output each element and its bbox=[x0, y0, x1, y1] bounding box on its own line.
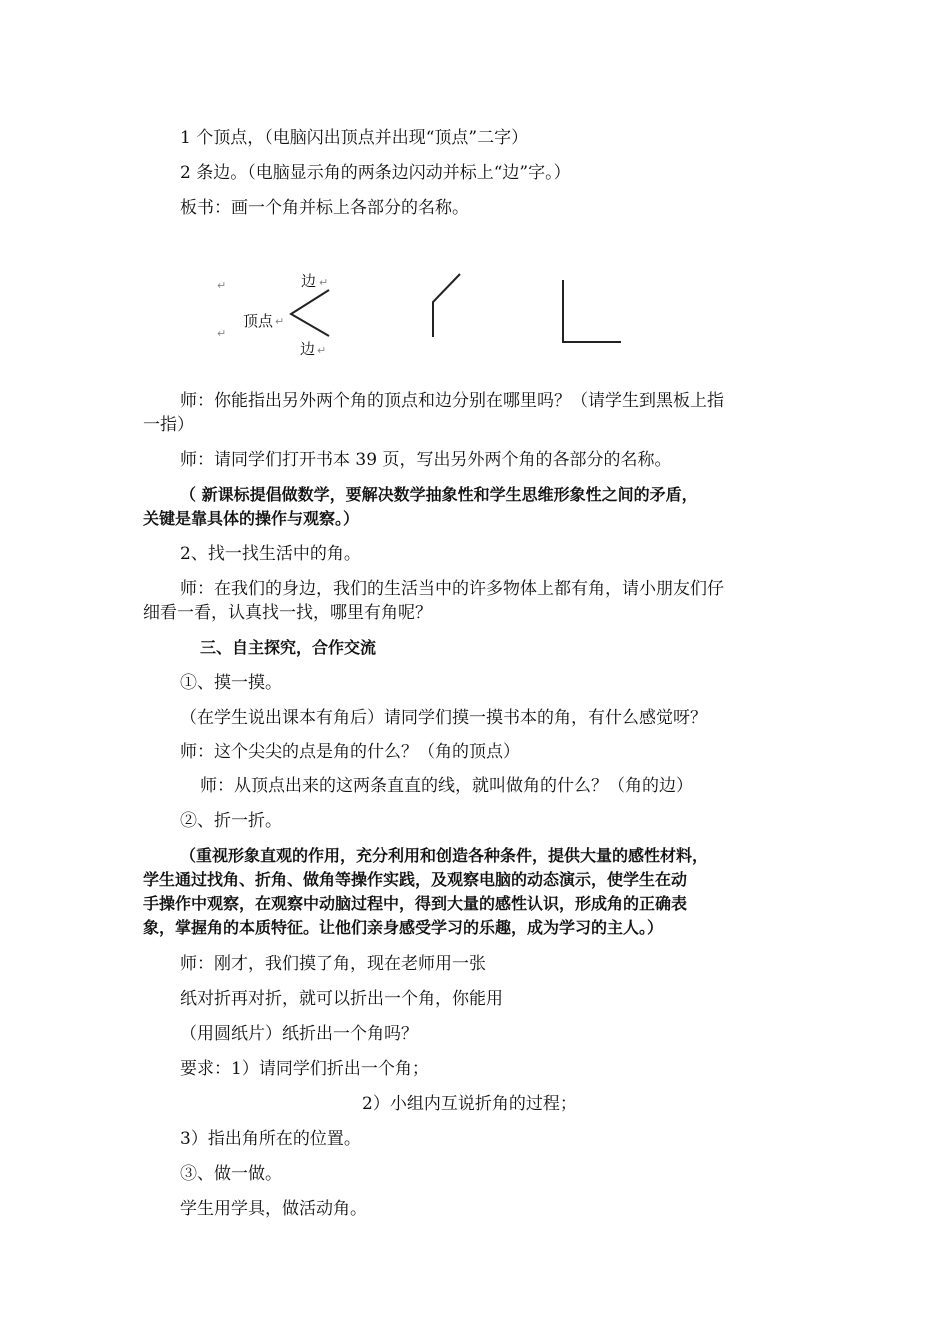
text-line: 2）小组内互说折角的过程； bbox=[362, 1094, 577, 1114]
text-line: 师：在我们的身边，我们的生活当中的许多物体上都有角，请小朋友们仔 bbox=[180, 579, 724, 599]
edge-label-bottom: 边 bbox=[300, 340, 316, 358]
edge-label-top: 边 bbox=[301, 272, 317, 290]
note-line: 关键是靠具体的操作与观察。） bbox=[143, 509, 360, 528]
obtuse-angle bbox=[433, 274, 460, 337]
labeled-angle bbox=[291, 290, 329, 336]
paragraph-mark: ↵ bbox=[275, 315, 285, 328]
text-line: 板书：画一个角并标上各部分的名称。 bbox=[180, 198, 469, 218]
note-line: 象，掌握角的本质特征。让他们亲身感受学习的乐趣，成为学习的主人。） bbox=[143, 918, 664, 937]
vertex-label: 顶点 bbox=[243, 312, 274, 330]
text-line: 细看一看，认真找一找，哪里有角呢？ bbox=[143, 603, 432, 623]
note-line: （重视形象直观的作用，充分利用和创造各种条件，提供大量的感性材料， bbox=[180, 846, 709, 865]
text-line: （用圆纸片）纸折出一个角吗？ bbox=[180, 1024, 418, 1044]
paragraph-mark: ↵ bbox=[317, 344, 327, 357]
note-line: （ 新课标提倡做数学，要解决数学抽象性和学生思维形象性之间的矛盾， bbox=[180, 485, 698, 504]
text-line: 师：请同学们打开书本 39 页，写出另外两个角的各部分的名称。 bbox=[180, 450, 672, 470]
section-item: ①、摸一摸。 bbox=[180, 673, 282, 693]
section-item: ②、折一折。 bbox=[180, 811, 282, 831]
paragraph-mark: ↵ bbox=[217, 327, 227, 340]
paragraph-mark: ↵ bbox=[319, 276, 329, 289]
note-line: 手操作中观察，在观察中动脑过程中，得到大量的感性认识，形成角的正确表 bbox=[143, 894, 688, 913]
text-line: 师：从顶点出来的这两条直直的线，就叫做角的什么？（角的边） bbox=[200, 776, 693, 796]
right-angle bbox=[563, 280, 621, 342]
section-item: 2、找一找生活中的角。 bbox=[180, 544, 361, 564]
section-item: ③、做一做。 bbox=[180, 1164, 282, 1184]
text-line: 1 个顶点，（电脑闪出顶点并出现“顶点”二字） bbox=[180, 128, 529, 148]
note-line: 学生通过找角、折角、做角等操作实践，及观察电脑的动态演示，使学生在动 bbox=[143, 870, 688, 889]
paragraph-mark: ↵ bbox=[217, 279, 227, 292]
text-line: 师：这个尖尖的点是角的什么？（角的顶点） bbox=[180, 742, 520, 762]
text-line: 一指） bbox=[143, 415, 194, 435]
text-line: 要求：1）请同学们折出一个角； bbox=[180, 1059, 429, 1079]
text-line: 师：刚才，我们摸了角，现在老师用一张 bbox=[180, 954, 486, 974]
text-line: 3）指出角所在的位置。 bbox=[180, 1129, 361, 1149]
text-line: （在学生说出课本有角后）请同学们摸一摸书本的角，有什么感觉呀？ bbox=[180, 708, 707, 728]
text-line: 学生用学具，做活动角。 bbox=[180, 1199, 367, 1219]
text-line: 师：你能指出另外两个角的顶点和边分别在哪里吗？（请学生到黑板上指 bbox=[180, 391, 724, 411]
section-heading: 三、自主探究，合作交流 bbox=[200, 638, 377, 657]
angle-figure bbox=[205, 262, 635, 367]
text-line: 2 条边。（电脑显示角的两条边闪动并标上“边”字。） bbox=[180, 163, 571, 183]
text-line: 纸对折再对折，就可以折出一个角，你能用 bbox=[180, 989, 503, 1009]
